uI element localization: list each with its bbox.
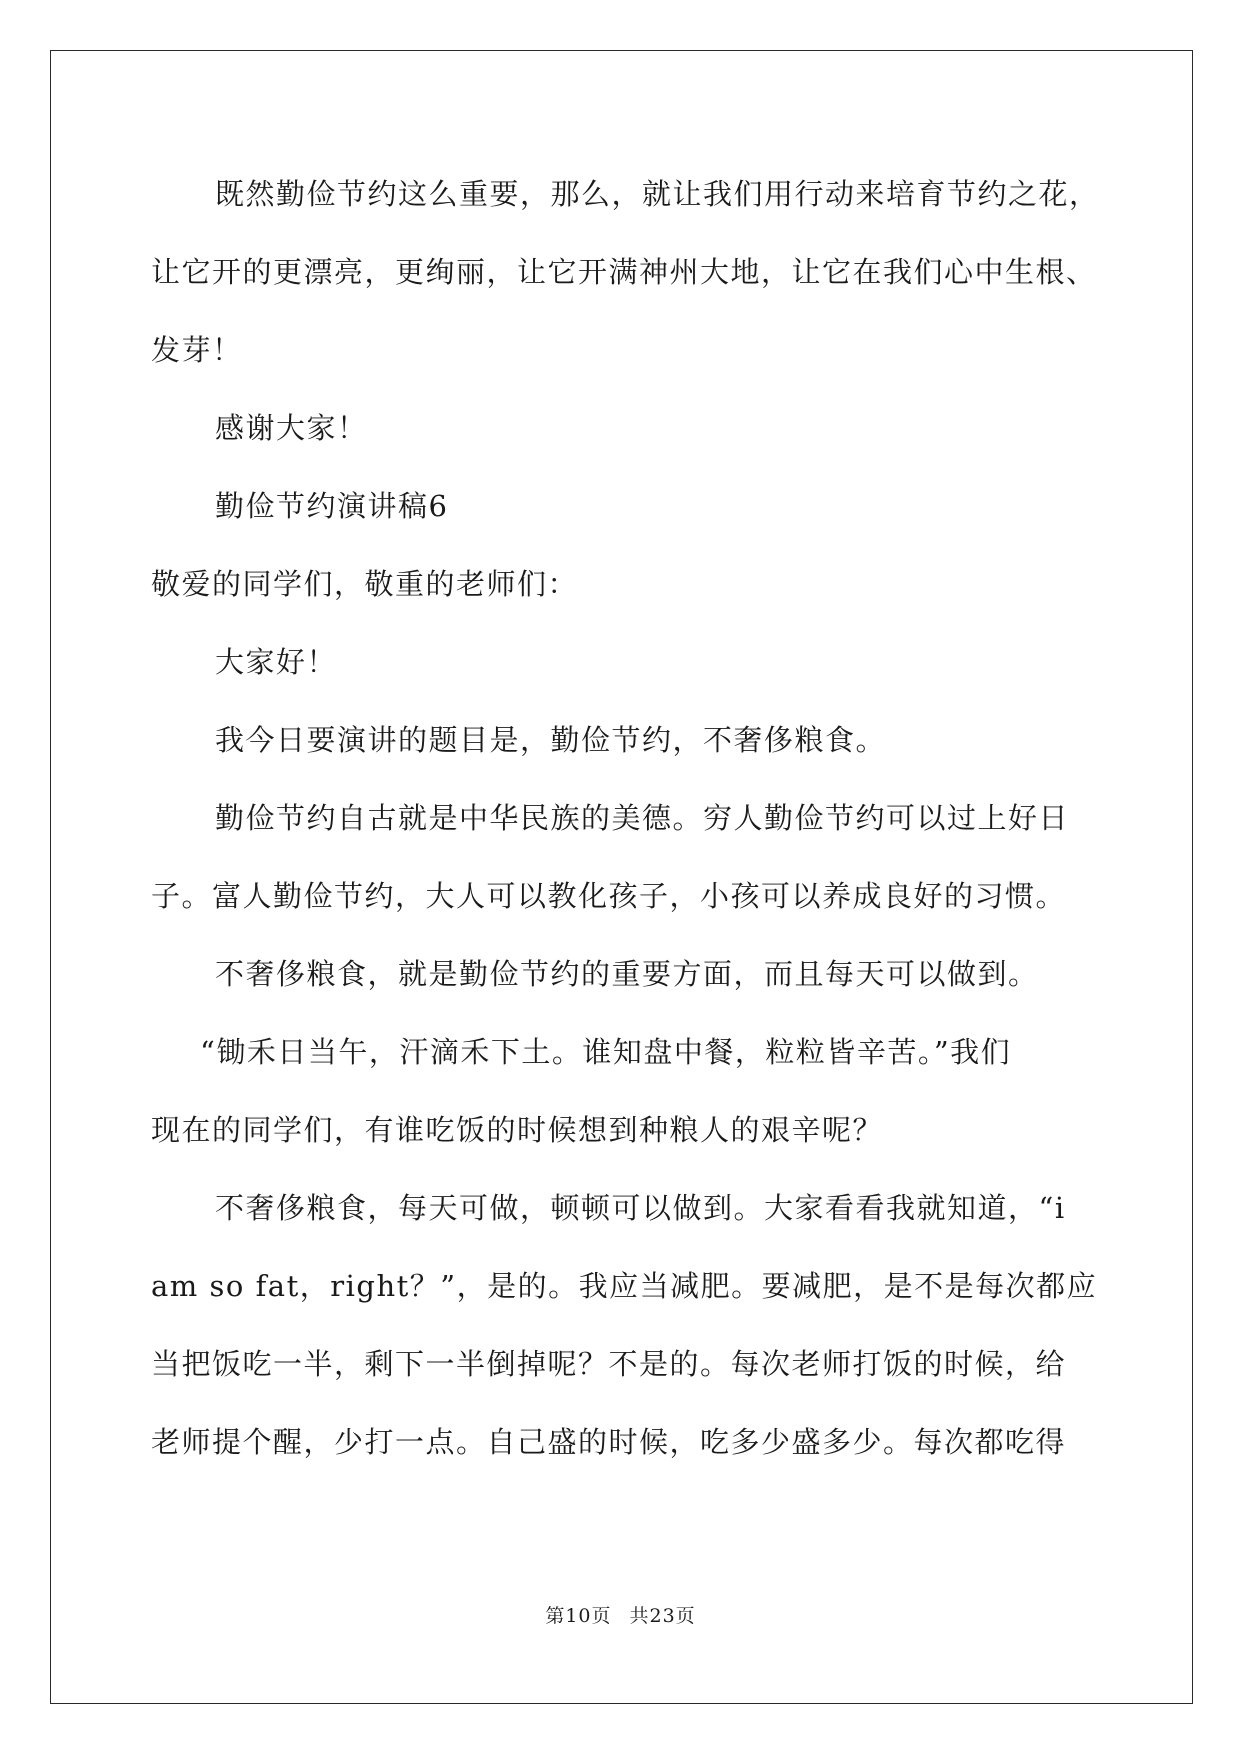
page-footer xyxy=(0,1604,1241,1628)
paragraph-line: 子。富人勤俭节约，大人可以教化孩子，小孩可以养成良好的习惯。 xyxy=(151,879,1067,913)
paragraph-line: 既然勤俭节约这么重要，那么，就让我们用行动来培育节约之花， xyxy=(215,177,1100,211)
paragraph-line: am so fat，right？”，是的。我应当减肥。要减肥，是不是每次都应 xyxy=(151,1269,1098,1303)
paragraph-line: 不奢侈粮食，就是勤俭节约的重要方面，而且每天可以做到。 xyxy=(215,957,1039,991)
page-total: 共23页 xyxy=(629,1605,696,1627)
paragraph-line: 老师提个醒，少打一点。自己盛的时候，吃多少盛多少。每次都吃得 xyxy=(151,1425,1067,1459)
paragraph-line: “锄禾日当午，汗滴禾下土。谁知盘中餐，粒粒皆辛苦。”我们 xyxy=(200,1035,1012,1069)
greeting: 大家好！ xyxy=(215,645,338,679)
paragraph-line: 发芽！ xyxy=(151,333,243,367)
paragraph-line: 不奢侈粮食，每天可做，顿顿可以做到。大家看看我就知道，“i xyxy=(215,1191,1066,1225)
paragraph-line: 感谢大家！ xyxy=(215,411,368,445)
paragraph-line: 我今日要演讲的题目是，勤俭节约，不奢侈粮食。 xyxy=(215,723,887,757)
page-number: 第10页 xyxy=(545,1605,612,1627)
section-title: 勤俭节约演讲稿6 xyxy=(215,489,449,523)
paragraph-line: 现在的同学们，有谁吃饭的时候想到种粮人的艰辛呢？ xyxy=(151,1113,884,1147)
paragraph-line: 勤俭节约自古就是中华民族的美德。穷人勤俭节约可以过上好日 xyxy=(215,801,1070,835)
paragraph-line: 让它开的更漂亮，更绚丽，让它开满神州大地，让它在我们心中生根、 xyxy=(151,255,1097,289)
salutation: 敬爱的同学们，敬重的老师们： xyxy=(151,567,579,601)
paragraph-line: 当把饭吃一半，剩下一半倒掉呢？不是的。每次老师打饭的时候，给 xyxy=(151,1347,1067,1381)
